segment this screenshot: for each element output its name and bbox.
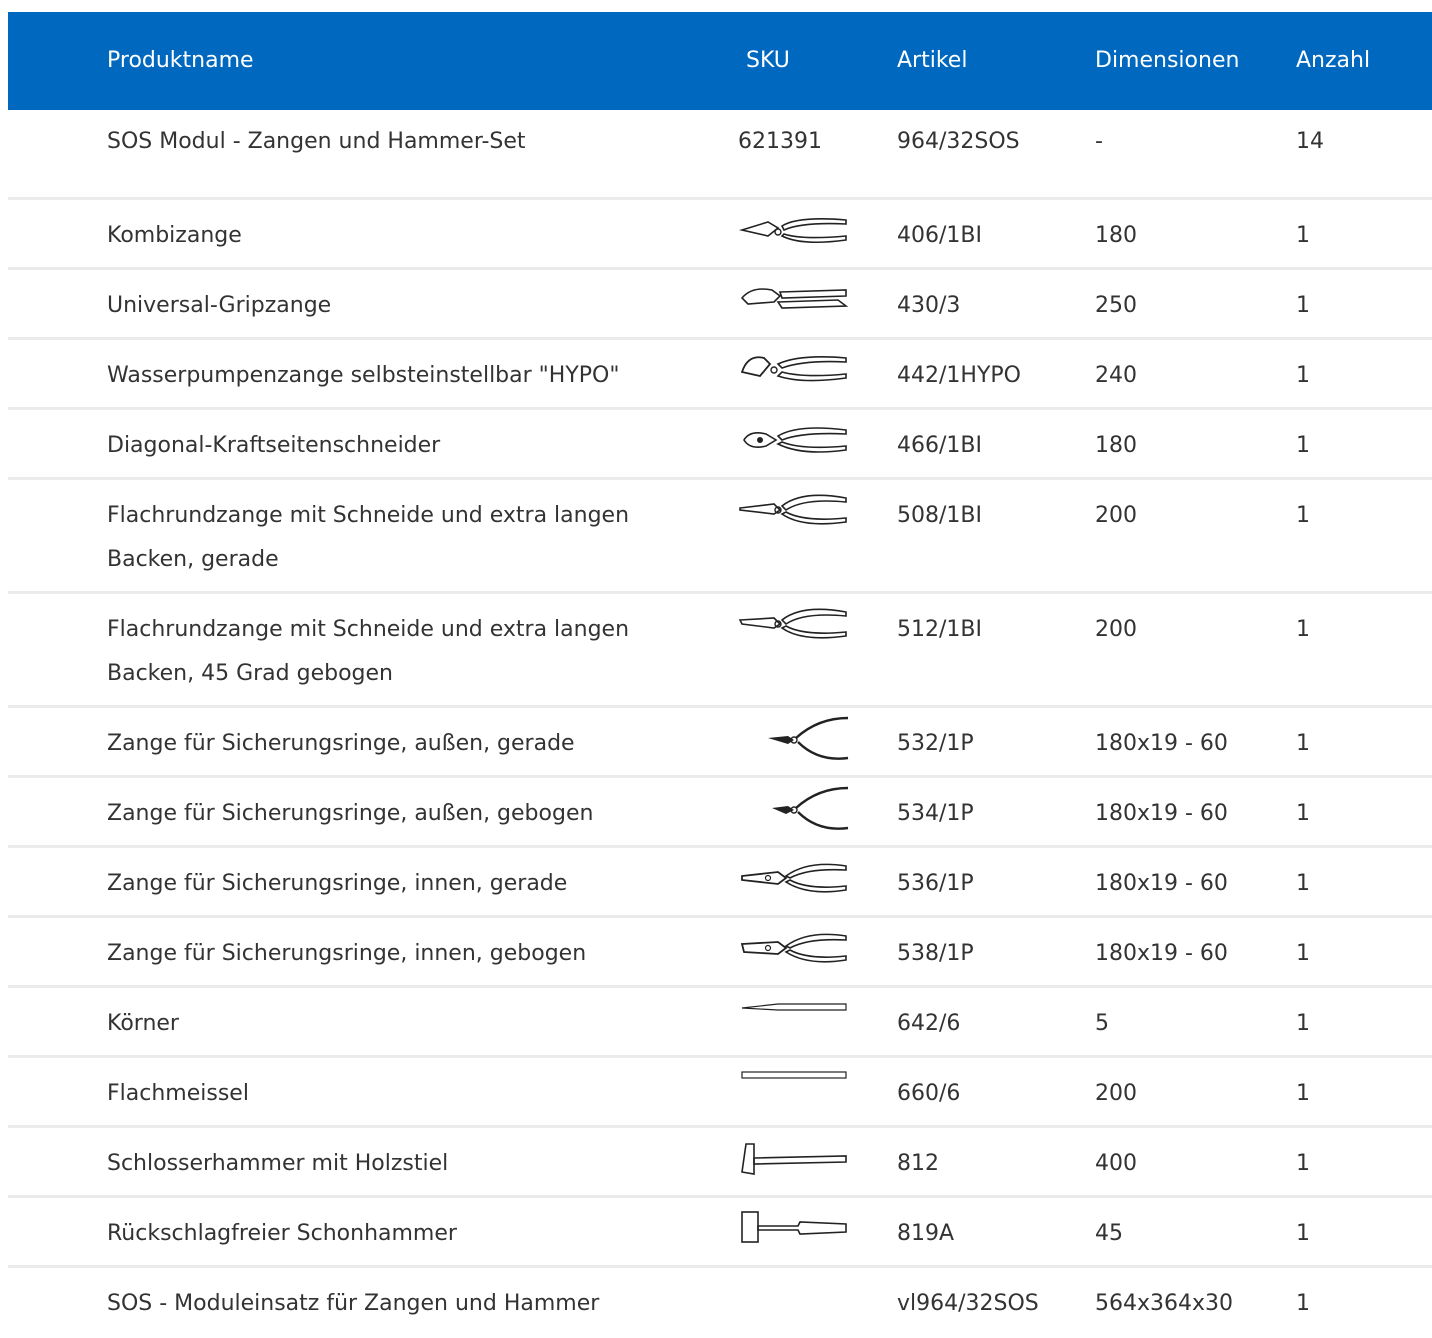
article-cell: 442/1HYPO [897, 363, 1021, 388]
machinist-hammer-icon [738, 1136, 848, 1176]
product-name-cell: Schlosserhammer mit Holzstiel [107, 1151, 449, 1176]
product-table [8, 12, 1432, 1338]
dimensions-cell: 180 [1095, 433, 1137, 458]
dimensions-cell: 180 [1095, 223, 1137, 248]
article-cell: 819A [897, 1221, 955, 1246]
quantity-cell: 1 [1296, 1221, 1310, 1246]
article-cell: 430/3 [897, 293, 961, 318]
locking-pliers-icon [738, 278, 848, 318]
product-name-cell: Universal-Gripzange [107, 293, 332, 318]
dimensions-cell: - [1095, 129, 1103, 154]
article-cell: 406/1BI [897, 223, 982, 248]
table-row [8, 778, 1432, 848]
article-cell: 536/1P [897, 871, 974, 896]
quantity-cell: 1 [1296, 1081, 1310, 1106]
product-name-cell: Flachmeissel [107, 1081, 249, 1106]
sku-cell: 621391 [738, 129, 822, 154]
dimensions-cell: 180x19 - 60 [1095, 871, 1228, 896]
header-article: Artikel [897, 48, 968, 73]
table-row [8, 1128, 1432, 1198]
article-cell: 642/6 [897, 1011, 961, 1036]
product-name-cell: Körner [107, 1011, 179, 1036]
article-cell: 534/1P [897, 801, 974, 826]
quantity-cell: 1 [1296, 1011, 1310, 1036]
dead-blow-hammer-icon [738, 1206, 848, 1246]
dimensions-cell: 250 [1095, 293, 1137, 318]
table-row [8, 708, 1432, 778]
article-cell: 512/1BI [897, 617, 982, 642]
article-cell: vl964/32SOS [897, 1291, 1039, 1316]
article-cell: 812 [897, 1151, 939, 1176]
product-name-cell: Kombizange [107, 223, 242, 248]
header-quantity: Anzahl [1296, 48, 1371, 73]
header-sku: SKU [746, 48, 790, 73]
table-row [8, 480, 1432, 594]
product-name-cell: Rückschlagfreier Schonhammer [107, 1221, 457, 1246]
dimensions-cell: 200 [1095, 617, 1137, 642]
quantity-cell: 1 [1296, 871, 1310, 896]
article-cell: 508/1BI [897, 503, 982, 528]
product-name-cell: Diagonal-Kraftseitenschneider [107, 433, 441, 458]
product-name-cell: Flachrundzange mit Schneide und extra langen Backen, 45 Grad gebogen [107, 617, 630, 686]
dimensions-cell: 180x19 - 60 [1095, 941, 1228, 966]
quantity-cell: 1 [1296, 293, 1310, 318]
circlip-pliers-external-icon [738, 716, 848, 756]
dimensions-cell: 45 [1095, 1221, 1123, 1246]
quantity-cell: 14 [1296, 129, 1324, 154]
article-cell: 964/32SOS [897, 129, 1020, 154]
article-cell: 538/1P [897, 941, 974, 966]
table-body [8, 110, 1432, 1338]
water-pump-pliers-icon [738, 348, 848, 388]
dimensions-cell: 5 [1095, 1011, 1109, 1036]
quantity-cell: 1 [1296, 941, 1310, 966]
dimensions-cell: 240 [1095, 363, 1137, 388]
header-dimensions: Dimensionen [1095, 48, 1240, 73]
table-row [8, 270, 1432, 340]
product-name-cell: Zange für Sicherungsringe, außen, gebogen [107, 801, 594, 826]
product-name-cell: SOS - Moduleinsatz für Zangen und Hammer [107, 1291, 600, 1316]
dimensions-cell: 200 [1095, 503, 1137, 528]
bent-nose-pliers-icon [738, 602, 848, 642]
table-row [8, 594, 1432, 708]
product-name-cell: Wasserpumpenzange selbsteinstellbar "HYPO" [107, 363, 620, 388]
quantity-cell: 1 [1296, 433, 1310, 458]
center-punch-icon [738, 996, 848, 1036]
dimensions-cell: 180x19 - 60 [1095, 801, 1228, 826]
product-name-cell: Flachrundzange mit Schneide und extra langen Backen, gerade [107, 503, 630, 572]
circlip-pliers-internal-bent-icon [738, 926, 848, 966]
table-row [8, 110, 1432, 200]
dimensions-cell: 564x364x30 [1095, 1291, 1234, 1316]
quantity-cell: 1 [1296, 731, 1310, 756]
header-product-name: Produktname [107, 48, 254, 73]
table-row [8, 410, 1432, 480]
article-cell: 660/6 [897, 1081, 961, 1106]
quantity-cell: 1 [1296, 363, 1310, 388]
quantity-cell: 1 [1296, 1151, 1310, 1176]
article-cell: 532/1P [897, 731, 974, 756]
quantity-cell: 1 [1296, 617, 1310, 642]
product-name-cell: Zange für Sicherungsringe, innen, gebogen [107, 941, 587, 966]
quantity-cell: 1 [1296, 1291, 1310, 1316]
quantity-cell: 1 [1296, 801, 1310, 826]
quantity-cell: 1 [1296, 223, 1310, 248]
combination-pliers-icon [738, 208, 848, 248]
product-name-cell: Zange für Sicherungsringe, außen, gerade [107, 731, 575, 756]
table-row [8, 1198, 1432, 1268]
flat-chisel-icon [738, 1066, 848, 1106]
table-row [8, 200, 1432, 270]
table-header [8, 12, 1432, 110]
long-nose-pliers-icon [738, 488, 848, 528]
dimensions-cell: 200 [1095, 1081, 1137, 1106]
table-row [8, 848, 1432, 918]
dimensions-cell: 400 [1095, 1151, 1137, 1176]
table-row [8, 988, 1432, 1058]
circlip-pliers-internal-icon [738, 856, 848, 896]
product-name-cell: SOS Modul - Zangen und Hammer-Set [107, 129, 526, 154]
product-name-cell: Zange für Sicherungsringe, innen, gerade [107, 871, 568, 896]
table-row [8, 340, 1432, 410]
diagonal-cutter-icon [738, 418, 848, 458]
table-row [8, 1058, 1432, 1128]
circlip-pliers-external-bent-icon [738, 786, 848, 826]
dimensions-cell: 180x19 - 60 [1095, 731, 1228, 756]
table-row [8, 918, 1432, 988]
quantity-cell: 1 [1296, 503, 1310, 528]
article-cell: 466/1BI [897, 433, 982, 458]
